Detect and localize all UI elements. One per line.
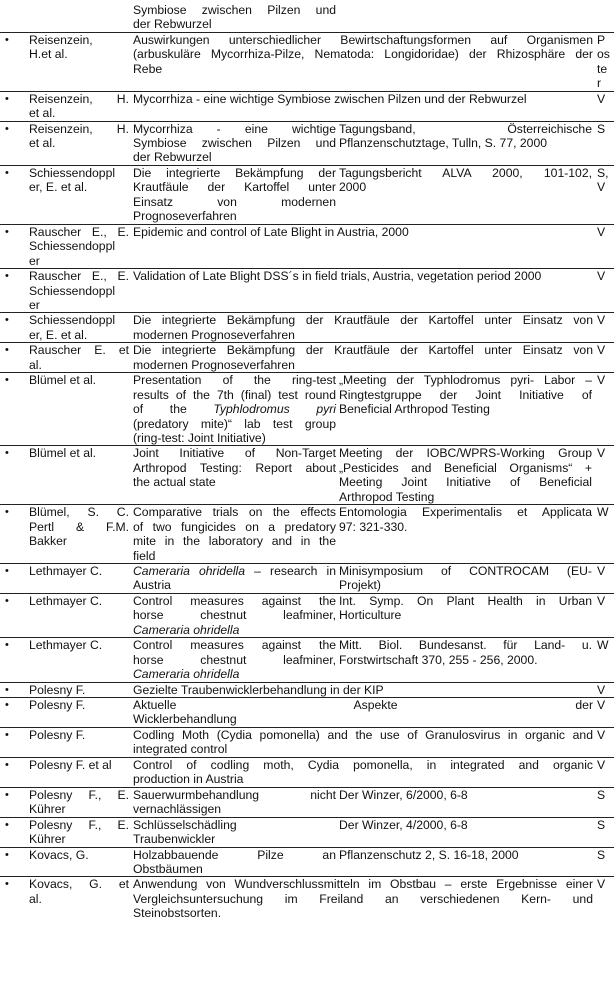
title-line: (predatory mite)“ lab test group xyxy=(133,416,336,431)
source-line: Horticulture xyxy=(339,608,402,623)
title-line: Obstbäumen xyxy=(133,861,203,876)
publication-type xyxy=(597,269,613,283)
author xyxy=(29,848,129,862)
title-line: modernen Prognoseverfahren xyxy=(133,357,295,372)
title-line: Mycorrhiza - eine wichtige xyxy=(133,121,336,136)
source-line: Meeting Joint Initiative of Beneficial xyxy=(339,475,592,490)
title-line: Krautfäule der Kartoffel unter xyxy=(133,180,336,195)
source-line: 97: 321-330. xyxy=(339,519,408,534)
bullet-icon: • xyxy=(5,447,9,460)
source xyxy=(339,122,592,151)
title-line: of the Typhlodromus pyri xyxy=(133,402,336,417)
continuation-title xyxy=(133,3,336,32)
author xyxy=(29,269,129,312)
title xyxy=(133,788,336,817)
author xyxy=(29,225,129,268)
continuation-row xyxy=(0,3,614,33)
title-line: Gezielte Traubenwicklerbehandlung in der KIP xyxy=(133,682,384,697)
bullet-icon: • xyxy=(5,314,9,327)
publication-entry xyxy=(0,683,614,698)
publication-entry xyxy=(0,818,614,848)
species-name: Cameraria ohridella xyxy=(133,667,240,682)
title xyxy=(133,33,593,76)
bullet-icon: • xyxy=(5,506,9,519)
source-line: Entomologia Experimentalis et Applicata xyxy=(339,505,592,520)
publication-entry xyxy=(0,788,614,818)
publication-type-line: P xyxy=(597,32,606,47)
publication-entry xyxy=(0,758,614,788)
species-name: Cameraria ohridella xyxy=(133,622,240,637)
title-line: Cameraria ohridella – research in xyxy=(133,564,336,579)
author xyxy=(29,728,129,742)
title xyxy=(133,166,336,224)
publication-entry xyxy=(0,446,614,505)
title xyxy=(133,269,593,283)
publication-entry xyxy=(0,166,614,225)
title xyxy=(133,373,336,445)
title-line: Control measures against the xyxy=(133,593,336,608)
publication-type-line: W xyxy=(597,505,609,520)
publication-type xyxy=(597,564,613,578)
title-line: Aktuelle Aspekte der xyxy=(133,698,593,713)
source-line: Pflanzenschutz 2, S. 16-18, 2000 xyxy=(339,847,519,862)
author-line: Blümel, S. C. xyxy=(29,505,129,520)
source xyxy=(339,166,592,195)
author xyxy=(29,122,129,151)
bullet-icon: • xyxy=(5,166,9,179)
publication-entry xyxy=(0,848,614,878)
bullet-icon: • xyxy=(5,878,9,891)
source xyxy=(339,848,592,862)
author-line: er xyxy=(29,297,40,312)
author-line: er, E. et al. xyxy=(29,327,88,342)
bullet-icon: • xyxy=(5,374,9,387)
publication-type-line: S xyxy=(597,121,606,136)
title xyxy=(133,505,336,563)
publication-type xyxy=(597,225,613,239)
title-line: Sauerwurmbehandlung nicht xyxy=(133,787,336,802)
publication-type-line: os xyxy=(597,47,610,62)
title-line: Auswirkungen unterschiedlicher Bewirtschaftungsformen auf Organismen xyxy=(133,32,593,47)
title-line: horse chestnut leafminer, xyxy=(133,608,336,623)
bullet-icon: • xyxy=(5,639,9,652)
title-line: (ring-test: Joint Initiative) xyxy=(133,430,266,445)
publication-type xyxy=(597,122,613,136)
author-line: Kührer xyxy=(29,832,66,847)
title-line: Control measures against the xyxy=(133,638,336,653)
bullet-icon: • xyxy=(5,344,9,357)
author xyxy=(29,638,129,652)
species-name: Cameraria ohridella xyxy=(133,564,246,579)
bullet-icon: • xyxy=(5,594,9,607)
publication-type xyxy=(597,343,613,357)
title-line: production in Austria xyxy=(133,772,244,787)
publication-type xyxy=(597,505,613,519)
publication-type xyxy=(597,728,613,742)
source xyxy=(339,788,592,802)
title-line: Epidemic and control of Late Blight in Austria, 2000 xyxy=(133,224,409,239)
title-line: Comparative trials on the effects xyxy=(133,505,336,520)
title-line: Traubenwickler xyxy=(133,832,216,847)
publication-type-line: V xyxy=(597,224,606,239)
publication-type xyxy=(597,788,613,802)
publication-entry xyxy=(0,33,614,92)
title-line: integrated control xyxy=(133,742,228,757)
source xyxy=(339,638,592,667)
source-line: „Meeting der Typhlodromus pyri- Labor – xyxy=(339,373,592,388)
author xyxy=(29,877,129,906)
author xyxy=(29,788,129,817)
author-line: Reisenzein, H. xyxy=(29,91,129,106)
author xyxy=(29,818,129,847)
publication-entry xyxy=(0,505,614,564)
publication-type-line: V xyxy=(597,593,606,608)
title-line: vernachlässigen xyxy=(133,802,222,817)
title xyxy=(133,225,593,239)
author-line: Kührer xyxy=(29,802,66,817)
source xyxy=(339,564,592,593)
title-line: Symbiose zwischen Pilzen und xyxy=(133,3,336,17)
title-line: of two fungicides on a predatory xyxy=(133,519,336,534)
author xyxy=(29,505,129,548)
author-line: et al. xyxy=(29,136,56,151)
author-line: Polesny F. xyxy=(29,682,86,697)
title-line: the actual state xyxy=(133,475,216,490)
bullet-icon: • xyxy=(5,728,9,741)
source-line: Meeting der IOBC/WPRS-Working Group xyxy=(339,446,592,461)
author-line: er xyxy=(29,253,40,268)
source-line: Pflanzenschutztage, Tulln, S. 77, 2000 xyxy=(339,136,548,151)
publication-type-line: S xyxy=(597,787,606,802)
title-line: Arthropod Testing: Report about xyxy=(133,460,336,475)
title-line: modernen Prognoseverfahren xyxy=(133,327,295,342)
publication-type-line: r xyxy=(597,76,602,91)
title-line: Die integrierte Bekämpfung der Krautfäule der Kartoffel unter Einsatz von xyxy=(133,313,593,328)
author-line: Reisenzein, xyxy=(29,32,93,47)
title-line: horse chestnut leafminer, xyxy=(133,652,336,667)
author xyxy=(29,446,129,460)
author-line: Bakker xyxy=(29,534,67,549)
author-line: Polesny F., E. xyxy=(29,817,129,832)
source-line: Int. Symp. On Plant Health in Urban xyxy=(339,593,592,608)
author xyxy=(29,343,129,372)
author-line: Schiessendoppl xyxy=(29,165,116,180)
publication-type-line: S xyxy=(597,817,606,832)
author-line: Kovacs, G. xyxy=(29,847,89,862)
bullet-icon: • xyxy=(5,758,9,771)
publication-list xyxy=(0,3,614,921)
source-line: Projekt) xyxy=(339,578,381,593)
title-line xyxy=(133,667,336,681)
title xyxy=(133,758,593,787)
bullet-icon: • xyxy=(5,818,9,831)
publication-entry xyxy=(0,92,614,122)
title-line: field xyxy=(133,548,156,563)
publication-entry xyxy=(0,877,614,920)
author xyxy=(29,683,129,697)
title-line: Rebe xyxy=(133,61,163,76)
title xyxy=(133,877,593,920)
source xyxy=(339,446,592,504)
title-line xyxy=(133,623,336,637)
publication-type-line: V xyxy=(597,757,606,772)
bullet-icon: • xyxy=(5,270,9,283)
title-line: Die integrierte Bekämpfung der Krautfäule der Kartoffel unter Einsatz von xyxy=(133,343,593,358)
title-line: Validation of Late Blight DSS´s in field trials, Austria, vegetation period 2000 xyxy=(133,269,542,284)
publication-type xyxy=(597,758,613,772)
author-line: Schiessendoppl xyxy=(29,313,116,328)
publication-type xyxy=(597,638,613,652)
bullet-icon: • xyxy=(5,122,9,135)
publication-type-line: S xyxy=(597,847,606,862)
author-line: Reisenzein, H. xyxy=(29,121,129,136)
author-line: al. xyxy=(29,357,42,372)
title-line: Schlüsselschädling xyxy=(133,817,237,832)
author-line: Lethmayer C. xyxy=(29,638,103,653)
publication-type xyxy=(597,848,613,862)
bullet-icon: • xyxy=(5,33,9,46)
title xyxy=(133,564,336,593)
source xyxy=(339,818,592,832)
title-line: Anwendung von Wundverschlussmitteln im Obstbau – erste Ergebnisse einer xyxy=(133,877,593,892)
source-line: Minisymposium of CONTROCAM (EU- xyxy=(339,564,592,579)
publication-entry xyxy=(0,225,614,269)
bullet-icon: • xyxy=(5,699,9,712)
publication-type xyxy=(597,594,613,608)
title-line: Steinobstsorten. xyxy=(133,906,222,921)
publication-type-line: V xyxy=(597,313,606,328)
publication-type xyxy=(597,166,613,195)
publication-type xyxy=(597,446,613,460)
title-line: results of the 7th (final) test round xyxy=(133,387,336,402)
bullet-icon: • xyxy=(5,683,9,696)
publication-entry xyxy=(0,564,614,594)
title-line: Wicklerbehandlung xyxy=(133,712,237,727)
author-line: Kovacs, G. et xyxy=(29,877,129,892)
source xyxy=(339,373,592,416)
author xyxy=(29,92,129,121)
author-line: Lethmayer C. xyxy=(29,593,103,608)
author-line: et al. xyxy=(29,106,56,121)
publication-type xyxy=(597,877,613,891)
publication-type-line: V xyxy=(597,373,606,388)
author-line: Schiessendoppl xyxy=(29,239,116,254)
publication-entry xyxy=(0,269,614,313)
title xyxy=(133,446,336,489)
publication-type xyxy=(597,818,613,832)
title-line: (arbuskuläre Mycorrhiza-Pilze, Nematoda: Longidoridae) der Rhizosphäre der xyxy=(133,47,593,62)
source-line: „Pesticides and Beneficial Organisms“ + xyxy=(339,460,592,475)
publication-type-line: S, xyxy=(597,165,609,180)
title xyxy=(133,848,336,877)
bullet-icon: • xyxy=(5,788,9,801)
author-line: Pertl & F.M. xyxy=(29,519,129,534)
title xyxy=(133,638,336,681)
author-line: Schiessendoppl xyxy=(29,283,116,298)
title xyxy=(133,728,593,757)
author xyxy=(29,166,129,195)
publication-type-line: V xyxy=(597,682,606,697)
source-line: 2000 xyxy=(339,180,367,195)
title xyxy=(133,313,593,342)
source-line: Tagungsbericht ALVA 2000, 101-102, xyxy=(339,165,592,180)
source-line: Arthropod Testing xyxy=(339,489,435,504)
publication-type-line: V xyxy=(597,877,606,892)
author-line: Blümel et al. xyxy=(29,373,97,388)
author-line: Rauscher E., E. xyxy=(29,224,129,239)
author xyxy=(29,758,129,772)
author-line: Polesny F. et al xyxy=(29,757,112,772)
species-name: Typhlodromus pyri xyxy=(213,402,336,417)
title xyxy=(133,818,336,847)
publication-type-line: V xyxy=(597,698,606,713)
publication-type-line: V xyxy=(597,91,606,106)
publication-type xyxy=(597,92,613,106)
publication-type xyxy=(597,373,613,387)
author-line: Lethmayer C. xyxy=(29,564,103,579)
source-line: Tagungsband, Österreichische xyxy=(339,121,592,136)
source-line: Ringtestgruppe der Joint Initiative of xyxy=(339,387,592,402)
title-line: Vergleichsuntersuchung im Freiland an verschiedenen Kern- und xyxy=(133,891,593,906)
publication-entry xyxy=(0,594,614,638)
author-line: Polesny F. xyxy=(29,727,86,742)
title-line: Symbiose zwischen Pilzen und xyxy=(133,136,336,151)
publication-type-line: V xyxy=(597,180,606,195)
author-line: Blümel et al. xyxy=(29,446,97,461)
bullet-icon: • xyxy=(5,848,9,861)
author-line: H.et al. xyxy=(29,47,68,62)
bullet-icon: • xyxy=(5,92,9,105)
author-line: Polesny F., E. xyxy=(29,787,129,802)
title xyxy=(133,122,336,165)
publication-type xyxy=(597,683,613,697)
title-line: Die integrierte Bekämpfung der xyxy=(133,165,336,180)
title-line: Einsatz von modernen xyxy=(133,194,336,209)
source xyxy=(339,505,592,534)
publication-type-line: V xyxy=(597,343,606,358)
title-line: der Rebwurzel xyxy=(133,150,212,165)
author xyxy=(29,373,129,387)
author xyxy=(29,33,129,62)
title-line: Mycorrhiza - eine wichtige Symbiose zwischen Pilzen und der Rebwurzel xyxy=(133,91,527,106)
publication-type xyxy=(597,313,613,327)
publication-entry xyxy=(0,343,614,373)
author-line: Rauscher E., E. xyxy=(29,269,129,284)
author xyxy=(29,313,129,342)
source-line: Der Winzer, 6/2000, 6-8 xyxy=(339,787,468,802)
title xyxy=(133,92,593,106)
publication-entry xyxy=(0,373,614,446)
title xyxy=(133,698,593,727)
publication-entry xyxy=(0,698,614,728)
source-line: Der Winzer, 4/2000, 6-8 xyxy=(339,817,468,832)
publication-type-line: V xyxy=(597,446,606,461)
source-line: Beneficial Arthropod Testing xyxy=(339,402,490,417)
title-line: Holzabbauende Pilze an xyxy=(133,847,336,862)
title-line: Prognoseverfahren xyxy=(133,209,237,224)
title-line: Presentation of the ring-test xyxy=(133,373,336,388)
author-line: Polesny F. xyxy=(29,698,86,713)
title-line: Codling Moth (Cydia pomonella) and the use of Granulosvirus in organic and xyxy=(133,727,593,742)
source xyxy=(339,594,592,623)
publication-type-line: W xyxy=(597,638,609,653)
title xyxy=(133,343,593,372)
publication-entry xyxy=(0,313,614,343)
title xyxy=(133,683,593,697)
author xyxy=(29,698,129,712)
title-line: mite in the laboratory and in the xyxy=(133,534,336,549)
title-line: Austria xyxy=(133,578,171,593)
author xyxy=(29,594,129,608)
publication-type-line: te xyxy=(597,61,608,76)
title-line: der Rebwurzel xyxy=(133,17,212,32)
author-line: Rauscher E. et xyxy=(29,343,129,358)
title-line: Joint Initiative of Non-Target xyxy=(133,446,336,461)
publication-entry xyxy=(0,122,614,166)
source-line: Mitt. Biol. Bundesanst. für Land- u. xyxy=(339,638,592,653)
author xyxy=(29,564,129,578)
title-line: Control of codling moth, Cydia pomonella, in integrated and organic xyxy=(133,757,593,772)
publication-entry xyxy=(0,728,614,758)
publication-entry xyxy=(0,638,614,682)
author-line: al. xyxy=(29,891,42,906)
publication-type-line: V xyxy=(597,727,606,742)
bullet-icon: • xyxy=(5,225,9,238)
bullet-icon: • xyxy=(5,565,9,578)
publication-type xyxy=(597,698,613,712)
publication-type-line: V xyxy=(597,269,606,284)
source-line: Forstwirtschaft 370, 255 - 256, 2000. xyxy=(339,652,538,667)
title xyxy=(133,594,336,637)
author-line: er, E. et al. xyxy=(29,180,88,195)
publication-type xyxy=(597,33,613,91)
publication-type-line: V xyxy=(597,564,606,579)
